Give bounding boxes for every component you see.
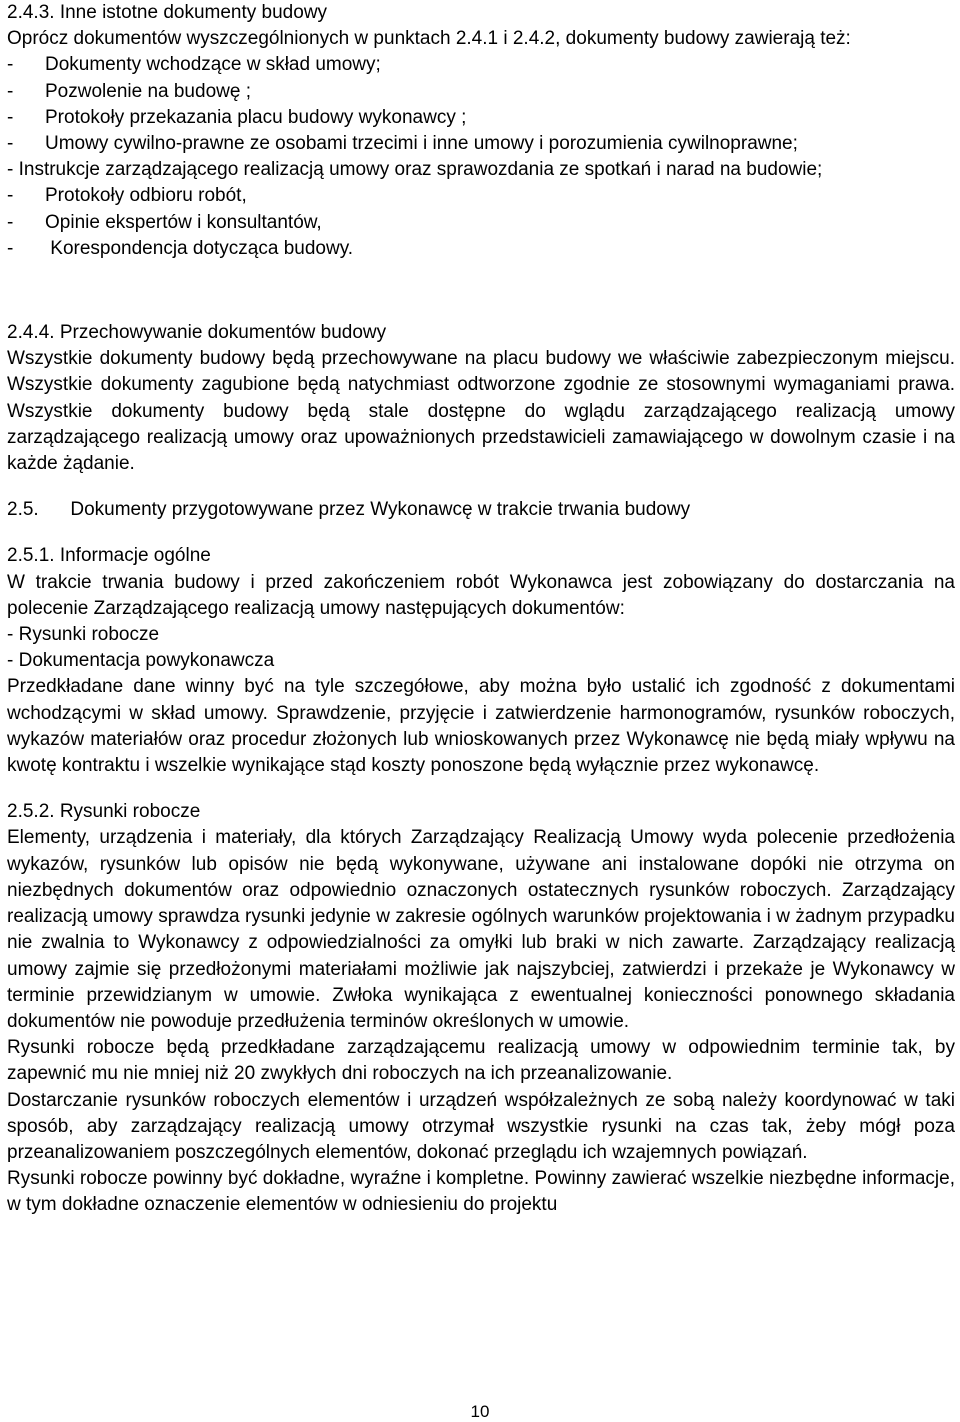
section-2-5-heading: 2.5. Dokumenty przygotowywane przez Wykonawcę w trakcie trwania budowy [7,499,691,521]
section-2-5-1-text: W trakcie trwania budowy i przed zakończeniem robót Wykonawca jest zobowiązany do dostarczania na polecenie Zarządzającego realizacją umowy następujących dokumentów: [7,571,955,619]
section-2-5-1-text-2: Przedkładane dane winny być na tyle szczegółowe, aby można było ustalić ich zgodność z dokumentami wchodzącymi w skład umowy. Sprawdzenie, przyjęcie i zatwierdzenie harmonogramów, rysunków roboczych, wykazów materiałów oraz procedur złożonych lub wnioskowanych przez Wykonawcę nie będą miały wpływu na kwotę kontraktu i wszelkie wynikające stąd koszty ponoszone będą wyłącznie przez wykonawcę. [7,676,955,777]
section-2-4-4-text: Wszystkie dokumenty budowy będą przechowywane na placu budowy we właściwie zabezpieczonym miejscu. Wszystkie dokumenty zagubione będą natychmiast odtworzone zgodnie ze stosownymi wymaganiami prawa. Wszystkie dokumenty budowy będą stale dostępne do wglądu zarządzającego realizacją umowy zarządzającego realizacją umowy oraz upoważnionych przedstawicieli zamawiającego w dowolnym czasie i na każde żądanie. [7,348,955,475]
section-2-4-3-heading: 2.4.3. Inne istotne dokumenty budowy [7,2,328,23]
section-2-5-2-paragraph: Dostarczanie rysunków roboczych elementów i urządzeń współzależnych ze sobą należy koordynować w taki sposób, aby zarządzający realizacją umowy otrzymał wszystkie rysunki na czas tak, żeby mógł poza przeanalizowaniem poszczególnych elementów, dokonać przeglądu ich wzajemnych powiązań. [7,1089,955,1163]
section-2-5-2-paragraph: Rysunki robocze będą przedkładane zarządzającemu realizacją umowy w odpowiednim terminie tak, by zapewnić mu nie mniej niż 20 zwykłych dni roboczych na ich przeanalizowanie. [7,1037,955,1085]
list-item: - Dokumenty wchodzące w skład umowy; [7,54,381,76]
list-item: - Rysunki robocze [7,624,160,646]
section-2-4-3-intro: Oprócz dokumentów wyszczególnionych w punktach 2.4.1 i 2.4.2, dokumenty budowy zawierają też: [7,28,851,50]
section-2-5-2-paragraph: Elementy, urządzenia i materiały, dla których Zarządzający Realizacją Umowy wyda polecenie przedłożenia wykazów, rysunków lub opisów nie będą wykonywane, używane ani instalowane dopóki nie otrzyma on niezbędnych dokumentów oraz odpowiednio oznaczonych ostatecznych rysunków roboczych. Zarządzający realizacją umowy sprawdza rysunki jedynie w zakresie ogólnych warunków projektowania i w żadnym przypadku nie zwalnia to Wykonawcy z odpowiedzialności za omyłki lub braki w nich zawarte. Zarządzający realizacją umowy zajmie się przedłożonymi materiałami możliwie jak najszybciej, zatwierdzi i przekaże je Wykonawcy w terminie przewidzianym w umowie. Zwłoka wynikająca z ewentualnej konieczności ponownego składania dokumentów nie powoduje przedłużenia terminów określonych w umowie. [7,827,955,1032]
list-item: - Instrukcje zarządzającego realizacją umowy oraz sprawozdania ze spotkań i narad na budowie; [7,159,823,181]
list-item: - Korespondencja dotycząca budowy. [7,237,354,259]
document-list [7,52,955,262]
page-number: 10 [470,1402,490,1421]
list-item: - Opinie ekspertów i konsultantów, [7,211,322,233]
section-2-4-4-heading: 2.4.4. Przechowywanie dokumentów budowy [7,322,387,344]
list-item: - Protokoły odbioru robót, [7,185,247,207]
section-2-5-2-heading: 2.5.2. Rysunki robocze [7,801,201,823]
section-2-5-2-paragraph: Rysunki robocze powinny być dokładne, wyraźne i kompletne. Powinny zawierać wszelkie niezbędne informacje, w tym dokładne oznaczenie elementów w odniesieniu do projektu [7,1168,955,1216]
section-2-5-1-heading: 2.5.1. Informacje ogólne [7,545,211,567]
list-item: - Dokumentacja powykonawcza [7,650,275,672]
document-page [7,0,955,1219]
list-item: - Umowy cywilno-prawne ze osobami trzecimi i inne umowy i porozumienia cywilnoprawne; [7,133,798,155]
list-item: - Pozwolenie na budowę ; [7,80,251,102]
list-item: - Protokoły przekazania placu budowy wykonawcy ; [7,106,467,128]
